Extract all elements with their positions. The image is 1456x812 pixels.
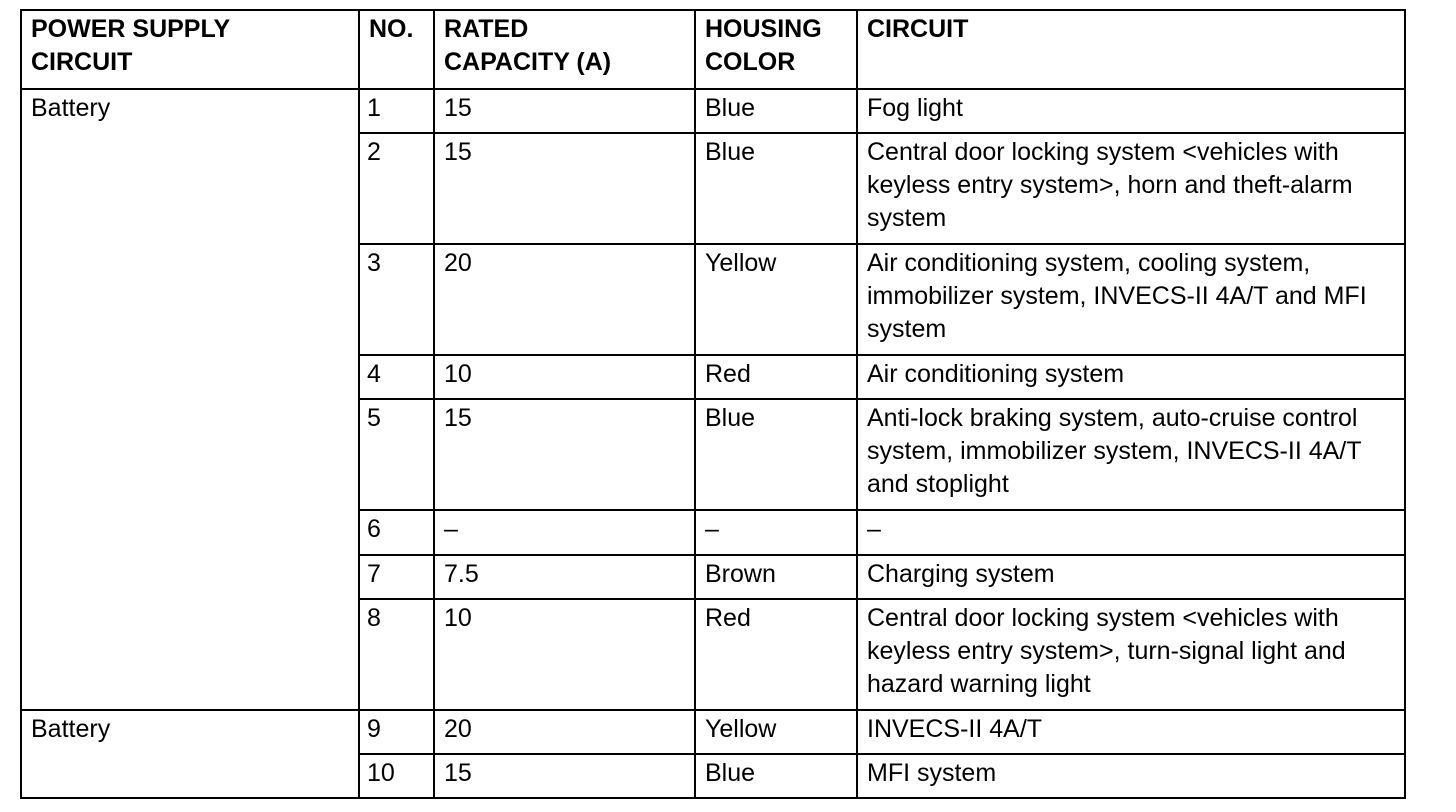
header-row xyxy=(21,10,1405,89)
housing-color: Yellow xyxy=(695,244,857,355)
table-row xyxy=(21,89,1405,133)
circuit-description: Central door locking system <vehicles with keyless entry system>, horn and theft-alarm system xyxy=(857,133,1405,244)
housing-color: Blue xyxy=(695,399,857,510)
header-no: NO. xyxy=(359,10,434,89)
fuse-number: 2 xyxy=(359,133,434,244)
housing-color: Brown xyxy=(695,555,857,599)
fuse-number: 8 xyxy=(359,599,434,710)
fuse-number: 6 xyxy=(359,510,434,555)
fuse-number: 10 xyxy=(359,754,434,798)
circuit-description: Central door locking system <vehicles with keyless entry system>, turn-signal light and hazard warning light xyxy=(857,599,1405,710)
rated-capacity: 15 xyxy=(434,399,695,510)
fuse-table xyxy=(20,9,1406,799)
rated-capacity: 10 xyxy=(434,355,695,399)
housing-color: – xyxy=(695,510,857,555)
rated-capacity: 7.5 xyxy=(434,555,695,599)
header-housing-color xyxy=(695,10,857,89)
header-circuit: CIRCUIT xyxy=(857,10,1405,89)
circuit-description: Fog light xyxy=(857,89,1405,133)
housing-color: Yellow xyxy=(695,710,857,754)
header-housing-color-line1: HOUSING xyxy=(705,15,822,43)
header-rated-capacity xyxy=(434,10,695,89)
fuse-number: 3 xyxy=(359,244,434,355)
circuit-description: Anti-lock braking system, auto-cruise control system, immobilizer system, INVECS-II 4A/T and stoplight xyxy=(857,399,1405,510)
circuit-description: Air conditioning system xyxy=(857,355,1405,399)
rated-capacity: 20 xyxy=(434,710,695,754)
header-power-supply-line1: POWER SUPPLY xyxy=(31,15,231,43)
circuit-description: INVECS-II 4A/T xyxy=(857,710,1405,754)
header-rated-capacity-line2: CAPACITY (A) xyxy=(444,48,612,76)
circuit-description: Air conditioning system, cooling system, immobilizer system, INVECS-II 4A/T and MFI system xyxy=(857,244,1405,355)
fuse-number: 4 xyxy=(359,355,434,399)
fuse-number: 9 xyxy=(359,710,434,754)
table-row xyxy=(21,710,1405,754)
header-rated-capacity-line1: RATED xyxy=(444,15,529,43)
rated-capacity: 15 xyxy=(434,754,695,798)
power-supply-cell: Battery xyxy=(21,89,359,710)
housing-color: Blue xyxy=(695,133,857,244)
header-power-supply-line2: CIRCUIT xyxy=(31,48,133,76)
rated-capacity: 10 xyxy=(434,599,695,710)
circuit-description: – xyxy=(857,510,1405,555)
rated-capacity: – xyxy=(434,510,695,555)
rated-capacity: 15 xyxy=(434,133,695,244)
housing-color: Blue xyxy=(695,754,857,798)
header-housing-color-line2: COLOR xyxy=(705,48,796,76)
fuse-number: 1 xyxy=(359,89,434,133)
housing-color: Red xyxy=(695,355,857,399)
power-supply-cell: Battery xyxy=(21,710,359,798)
fuse-number: 5 xyxy=(359,399,434,510)
housing-color: Blue xyxy=(695,89,857,133)
rated-capacity: 15 xyxy=(434,89,695,133)
rated-capacity: 20 xyxy=(434,244,695,355)
housing-color: Red xyxy=(695,599,857,710)
circuit-description: MFI system xyxy=(857,754,1405,798)
header-power-supply-circuit xyxy=(21,10,359,89)
fuse-number: 7 xyxy=(359,555,434,599)
circuit-description: Charging system xyxy=(857,555,1405,599)
